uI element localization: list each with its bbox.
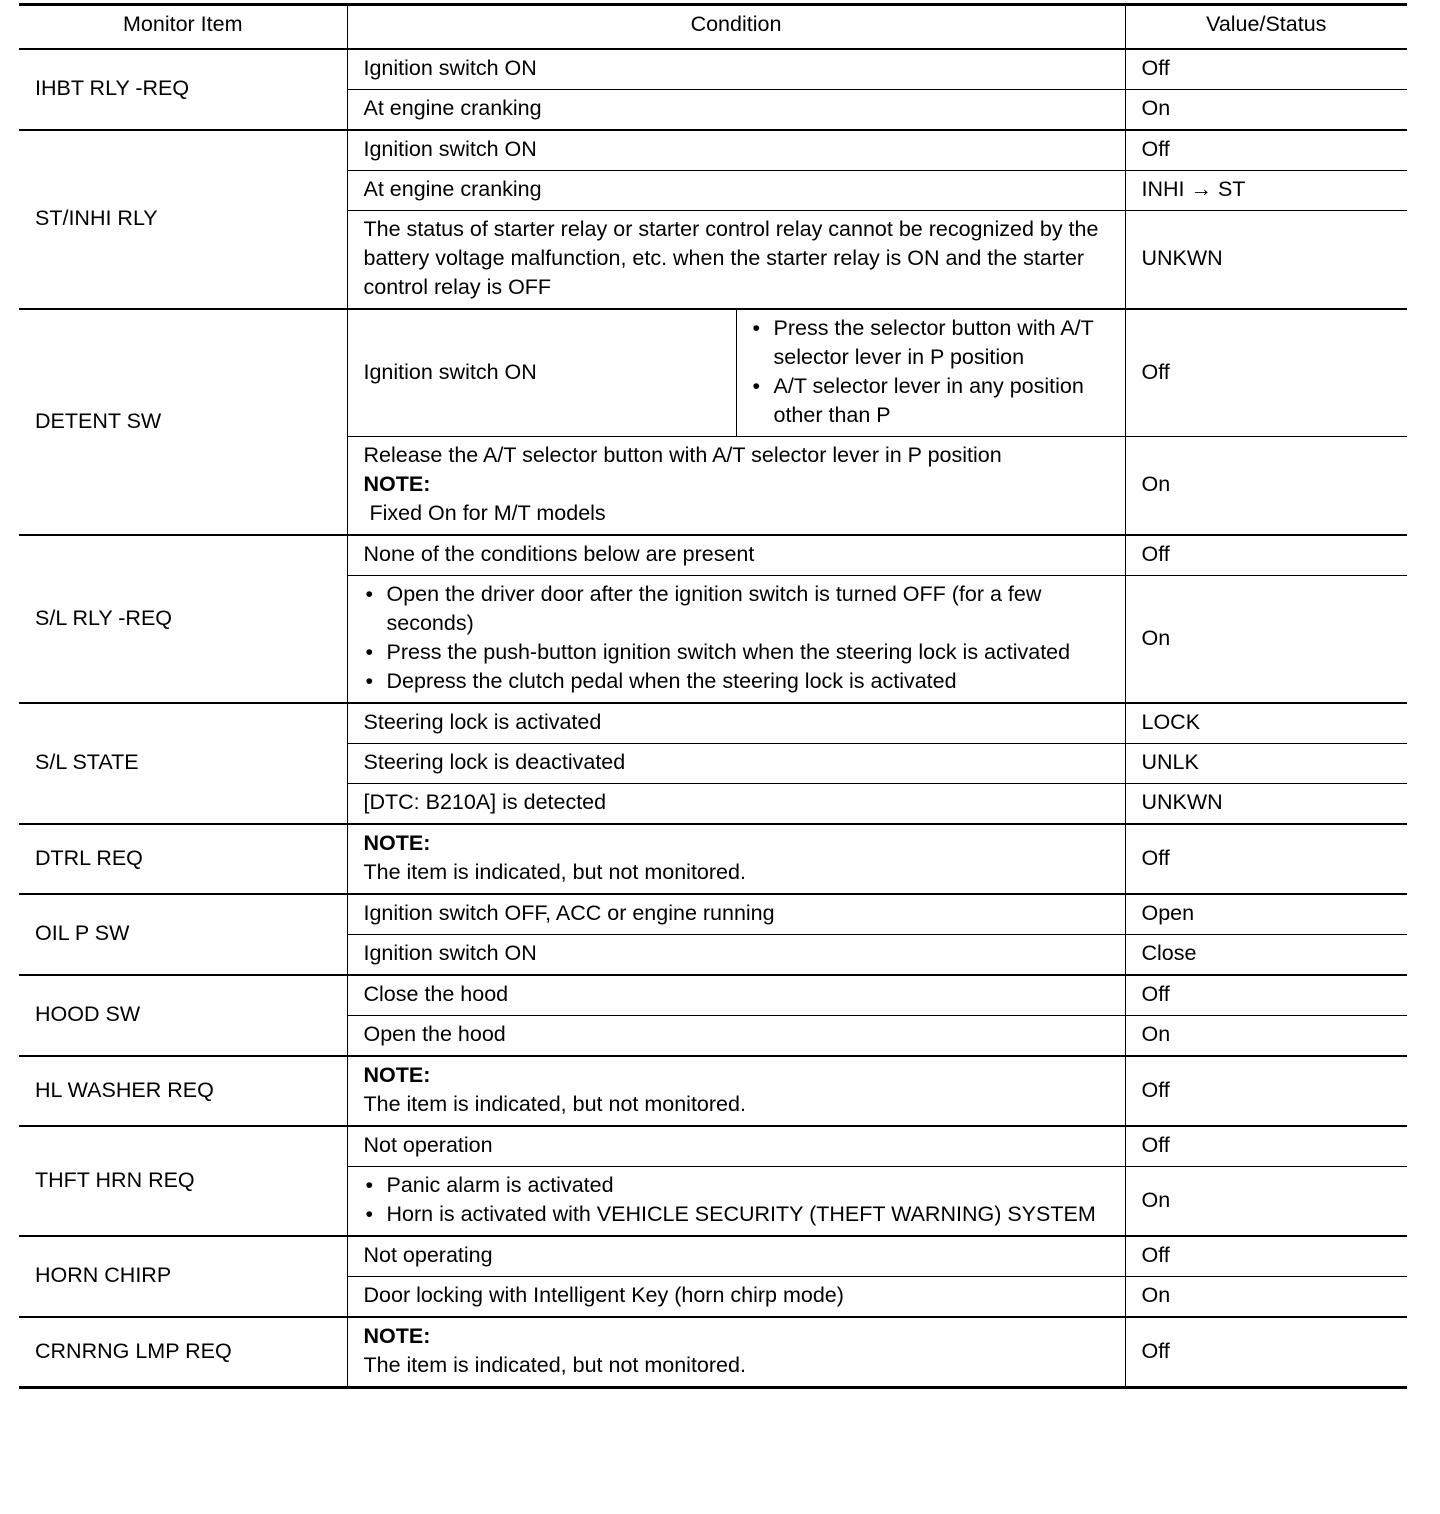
table-row: [19, 309, 1407, 437]
monitor-item-table: [19, 3, 1407, 1389]
table-row: [19, 703, 1407, 744]
condition-cell: At engine cranking: [347, 90, 1125, 131]
condition-cell: [347, 1167, 1125, 1237]
condition-cell: [347, 824, 1125, 894]
condition-cell: Ignition switch ON: [347, 49, 1125, 90]
value-cell: On: [1125, 576, 1407, 704]
table-row: [19, 535, 1407, 576]
value-cell: Off: [1125, 1317, 1407, 1388]
condition-cell: Door locking with Intelligent Key (horn chirp mode): [347, 1277, 1125, 1318]
bullet-list: [364, 580, 1115, 696]
condition-cell: [347, 437, 1125, 536]
value-cell: INHI → ST: [1125, 171, 1407, 211]
value-cell: Off: [1125, 1236, 1407, 1277]
table-row: [19, 130, 1407, 171]
bullet-list: [364, 1171, 1115, 1229]
value-cell: On: [1125, 90, 1407, 131]
note-label: NOTE:: [363, 1324, 431, 1348]
list-item: • Panic alarm is activated: [364, 1171, 1115, 1200]
note-text: Fixed On for M/T models: [369, 501, 606, 525]
monitor-item-cell: ST/INHI RLY: [19, 130, 347, 309]
list-item: • Horn is activated with VEHICLE SECURITY (THEFT WARNING) SYSTEM: [364, 1200, 1115, 1229]
monitor-item-cell: OIL P SW: [19, 894, 347, 975]
table-row: [19, 1056, 1407, 1126]
list-item: • Press the push-button ignition switch when the steering lock is activated: [364, 638, 1115, 667]
value-cell: Off: [1125, 824, 1407, 894]
monitor-item-cell: THFT HRN REQ: [19, 1126, 347, 1236]
monitor-item-cell: IHBT RLY -REQ: [19, 49, 347, 130]
note-text: The item is indicated, but not monitored.: [363, 1353, 746, 1377]
monitor-item-cell: HL WASHER REQ: [19, 1056, 347, 1126]
value-cell: Close: [1125, 935, 1407, 976]
table-row: [19, 1317, 1407, 1388]
list-item: • Press the selector button with A/T selector lever in P position: [751, 314, 1115, 372]
condition-cell: None of the conditions below are present: [347, 535, 1125, 576]
monitor-item-cell: HOOD SW: [19, 975, 347, 1056]
monitor-item-cell: DETENT SW: [19, 309, 347, 535]
condition-cell: [347, 1317, 1125, 1388]
monitor-item-cell: HORN CHIRP: [19, 1236, 347, 1317]
note-text: The item is indicated, but not monitored.: [363, 860, 746, 884]
sub-condition-cell: [736, 309, 1125, 437]
condition-cell: [347, 576, 1125, 704]
table-row: [19, 975, 1407, 1016]
table-row: [19, 1126, 1407, 1167]
list-item: • Depress the clutch pedal when the steering lock is activated: [364, 667, 1115, 696]
value-cell: Off: [1125, 49, 1407, 90]
value-cell: Off: [1125, 309, 1407, 437]
value-cell: Off: [1125, 1056, 1407, 1126]
table-header-row: [19, 5, 1407, 50]
value-cell: Off: [1125, 535, 1407, 576]
note-label: NOTE:: [363, 831, 431, 855]
condition-cell: At engine cranking: [347, 171, 1125, 211]
condition-cell: Open the hood: [347, 1016, 1125, 1057]
note-label: NOTE:: [363, 1063, 431, 1087]
table-row: [19, 1236, 1407, 1277]
condition-cell: Not operation: [347, 1126, 1125, 1167]
monitor-item-cell: CRNRNG LMP REQ: [19, 1317, 347, 1388]
value-cell: Off: [1125, 975, 1407, 1016]
value-cell: UNKWN: [1125, 784, 1407, 825]
table-row: [19, 824, 1407, 894]
condition-cell: Ignition switch ON: [347, 935, 1125, 976]
list-item: • Open the driver door after the ignition switch is turned OFF (for a few seconds): [364, 580, 1115, 638]
value-cell: UNLK: [1125, 744, 1407, 784]
value-cell: On: [1125, 1016, 1407, 1057]
condition-cell: [347, 1056, 1125, 1126]
header-value-status: Value/Status: [1125, 5, 1407, 50]
condition-cell: The status of starter relay or starter control relay cannot be recognized by the battery voltage malfunction, etc. when the starter relay is ON and the starter control relay is OFF: [347, 211, 1125, 310]
bullet-list: [751, 314, 1115, 430]
header-monitor-item: Monitor Item: [19, 5, 347, 50]
note-text: The item is indicated, but not monitored.: [363, 1092, 746, 1116]
condition-cell: Close the hood: [347, 975, 1125, 1016]
condition-cell: Ignition switch ON: [347, 309, 736, 437]
condition-cell: Ignition switch OFF, ACC or engine running: [347, 894, 1125, 935]
value-cell: On: [1125, 1277, 1407, 1318]
header-condition: Condition: [347, 5, 1125, 50]
value-cell: Open: [1125, 894, 1407, 935]
table-row: [19, 49, 1407, 90]
condition-text: Release the A/T selector button with A/T selector lever in P position: [363, 443, 1002, 467]
value-cell: On: [1125, 1167, 1407, 1237]
monitor-item-cell: S/L RLY -REQ: [19, 535, 347, 703]
monitor-item-cell: S/L STATE: [19, 703, 347, 824]
table-row: [19, 894, 1407, 935]
list-item: • A/T selector lever in any position other than P: [751, 372, 1115, 430]
condition-cell: Steering lock is deactivated: [347, 744, 1125, 784]
condition-cell: Ignition switch ON: [347, 130, 1125, 171]
condition-cell: Not operating: [347, 1236, 1125, 1277]
value-cell: UNKWN: [1125, 211, 1407, 310]
value-cell: Off: [1125, 130, 1407, 171]
condition-cell: Steering lock is activated: [347, 703, 1125, 744]
value-cell: Off: [1125, 1126, 1407, 1167]
value-cell: On: [1125, 437, 1407, 536]
condition-cell: [DTC: B210A] is detected: [347, 784, 1125, 825]
note-label: NOTE:: [363, 472, 431, 496]
monitor-item-cell: DTRL REQ: [19, 824, 347, 894]
value-cell: LOCK: [1125, 703, 1407, 744]
